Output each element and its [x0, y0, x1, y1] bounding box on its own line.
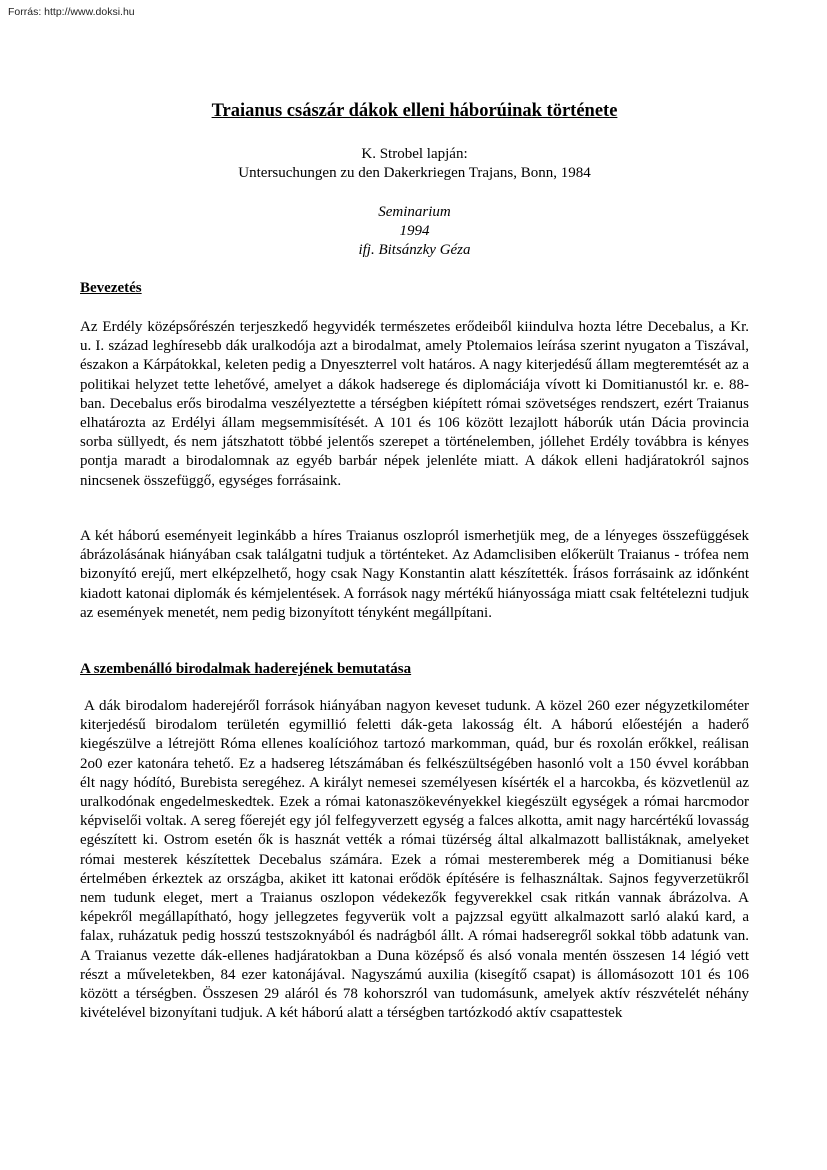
paragraph-intro-2: A két háború eseményeit leginkább a híres Traianus oszlopról ismerhetjük meg, de a lényeges összefüggések ábrázolásának hiányában csak találgatni tudjuk a történteket. Az Adamclisiben előkerült Traianus - trófea nem bizonyító erejű, mert elképzelhető, hogy csak Nagy Konstantin alatt készítették. Írásos forrásaink az időnként kiadott katonai diplomák és kémjelentések. A források nagy mértékű hiányossága miatt csak feltételezni tudjuk az események menetét, nem pedig bizonyított tényként megállpítani.	[80, 528, 749, 621]
reference-line: Untersuchungen zu den Dakerkriegen Trajans, Bonn, 1984	[238, 165, 591, 181]
source-url: Forrás: http://www.doksi.hu	[8, 6, 135, 18]
paragraph-forces-1: A dák birodalom haderejéről források hiányában nagyon keveset tudunk. A közel 260 ezer négyzetkilométer kiterjedésű birodalom területén egymillió feletti dák-geta lakosság élt. A háború előestéjén a haderő kiegészülve a létrejött Róma ellenes koalícióhoz tartozó markomman, quád, bur és roxolán erőkkel, reálisan 2o0 ezer katonára tehető. Ez a hadsereg létszámában és felkészültségében hasonló volt a 150 évvel korábban élt nagy hódító, Burebista seregéhez. A királyt nemesei személyesen kísérték el a harcokba, és közvetlenül az uralkodónak engedelmeskedtek. Ezek a római katonaszökevényekkel kiegészült egységek a római harcmodor képviselői voltak. A sereg főerejét egy jól felfegyverzett egység a falces alkotta, amit nagy harcértékű lovasság egészített ki. Ostrom esetén ők is hasznát vették a római tüzérség által alkalmazott ballistáknak, amelyeket római mesterek készítettek Decebalus számára. Ezek a római mesteremberek még a Domitianusi béke értelmében érkeztek az országba, akiket itt katonai erődök építésére is felhasználtak. Sajnos fegyverzetükről nem tudunk eleget, mert a Traianus oszlopon védekezők fegyverekkel csak ritkán vannak ábrázolva. A képekről megállapítható, hogy jellegzetes fegyverük volt a pajzzsal együtt alkalmazott sarló alakú kard, a falax, ruházatuk pedig hosszú testszoknyából és nadrágból állt. A római hadseregről sokkal több adatunk van. A Traianus vezette dák-ellenes hadjáratokban a Duna középső és alsó vonala mentén összesen 14 légió vett részt a műveletekben, 84 ezer katonájával. Nagyszámú auxilia (kisegítő csapat) is állomásozott 101 és 106 között a térségben. Összesen 29 aláról és 78 kohorszról van tudomásunk, amelyek aktív részvételét néhány kivételével bizonyítani tudjuk. A két háború alatt a térségben tartózkodó aktív csapattestek	[80, 698, 749, 1022]
section-heading-forces: A szembenálló birodalmak haderejének bemutatása	[80, 661, 412, 677]
seminar-line: Seminarium	[378, 204, 451, 220]
presenter-line: ifj. Bitsánzky Géza	[358, 242, 471, 258]
document-title: Traianus császár dákok elleni háborúinak története	[211, 101, 618, 121]
paragraph-intro-1: Az Erdély középsőrészén terjeszkedő hegyvidék természetes erődeiből kiindulva hozta létre Decebalus, a Kr. u. I. század leghíresebb dák uralkodója azt a birodalmat, amely Ptolemaios leírása szerint nyugaton a Tiszával, északon a Kárpátokkal, keleten pedig a Dnyeszterrel volt határos. A nagy kiterjedésű állam megteremtését az a politikai helyzet tette lehetővé, amelyet a dákok hadserege és diplomáciája vívott ki Domitianustól kr. e. 88-ban. Decebalus erős birodalma veszélyeztette a térségben kiépített római szövetséges rendszert, ezért Traianus elhatározta az Erdélyi állam megsemmisítését. A 101 és 106 között lezajlott háborúk után Dácia provincia sorba süllyedt, és nem játszhatott többé jelentős szerepet a történelemben, jóllehet Erdély továbbra is kényes pontja maradt a birodalomnak az egyéb barbár népek jelenléte miatt. A dákok elleni hadjáratokról sajnos nincsenek összefüggő, egységes forrásaink.	[80, 319, 749, 489]
author-line: K. Strobel lapján:	[361, 146, 468, 162]
section-heading-introduction: Bevezetés	[80, 280, 142, 296]
year-line: 1994	[399, 223, 430, 239]
